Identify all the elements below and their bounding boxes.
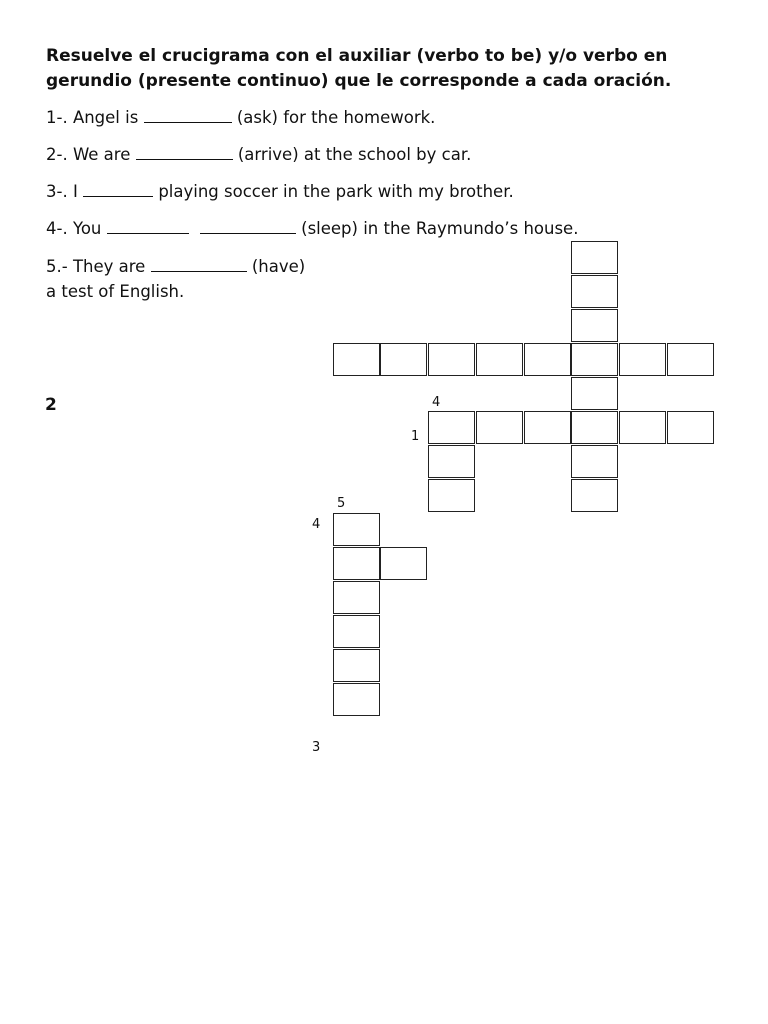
sentence-2 [46,143,471,167]
sentence-1-end: (ask) for the homework. [236,108,436,127]
crossword-cell[interactable] [571,343,618,376]
clue-number-2: 2 [45,395,57,415]
answer-blank-4a[interactable] [107,217,189,234]
clue-number-5: 5 [337,496,346,511]
sentence-5-end: (have) [251,257,306,276]
crossword-cell[interactable] [571,445,618,478]
crossword-cell[interactable] [524,343,571,376]
clue-number-3: 3 [312,740,321,755]
crossword-cell[interactable] [619,411,666,444]
crossword-cell[interactable] [667,343,714,376]
crossword-cell[interactable] [571,479,618,512]
crossword-cell[interactable] [333,683,380,716]
crossword-cell[interactable] [333,343,380,376]
answer-blank-4b[interactable] [200,217,296,234]
sentence-2-start: 2-. We are [46,145,131,164]
sentence-3-end: playing soccer in the park with my brother. [158,182,514,201]
crossword-cell[interactable] [333,513,380,546]
clue-number-1: 1 [411,429,420,444]
crossword-cell[interactable] [333,547,380,580]
crossword-cell[interactable] [428,445,475,478]
answer-blank-1[interactable] [144,106,232,123]
sentence-2-end: (arrive) at the school by car. [237,145,472,164]
crossword-cell[interactable] [571,377,618,410]
sentence-5-start: 5.- They are [46,257,146,276]
answer-blank-2[interactable] [136,143,233,160]
crossword-cell[interactable] [476,343,523,376]
crossword-cell[interactable] [571,275,618,308]
sentence-4 [46,217,578,241]
crossword-cell[interactable] [571,241,618,274]
crossword-cell[interactable] [428,411,475,444]
sentence-3-start: 3-. I [46,182,78,201]
crossword-cell[interactable] [428,343,475,376]
answer-blank-3[interactable] [83,180,153,197]
instructions-title: Resuelve el crucigrama con el auxiliar (verbo to be) y/o verbo en gerundio (presente continuo) que le corresponde a cada oración. [46,46,672,91]
answer-blank-5[interactable] [151,255,247,272]
sentence-1 [46,106,435,130]
crossword-cell[interactable] [667,411,714,444]
sentence-4-start: 4-. You [46,219,102,238]
crossword-cell[interactable] [476,411,523,444]
crossword-cell[interactable] [524,411,571,444]
clue-number-4-left: 4 [312,517,321,532]
crossword-cell[interactable] [571,309,618,342]
sentence-5-continuation: a test of English. [46,282,185,301]
crossword-cell[interactable] [380,343,427,376]
crossword-cell[interactable] [380,547,427,580]
crossword-cell[interactable] [333,581,380,614]
crossword-cell[interactable] [333,649,380,682]
sentence-4-end: (sleep) in the Raymundo’s house. [301,219,579,238]
sentence-5 [46,255,305,279]
sentence-3 [46,180,514,204]
crossword-cell[interactable] [571,411,618,444]
sentence-1-start: 1-. Angel is [46,108,139,127]
crossword-cell[interactable] [333,615,380,648]
crossword-cell[interactable] [428,479,475,512]
clue-number-4-top: 4 [432,395,441,410]
crossword-cell[interactable] [619,343,666,376]
